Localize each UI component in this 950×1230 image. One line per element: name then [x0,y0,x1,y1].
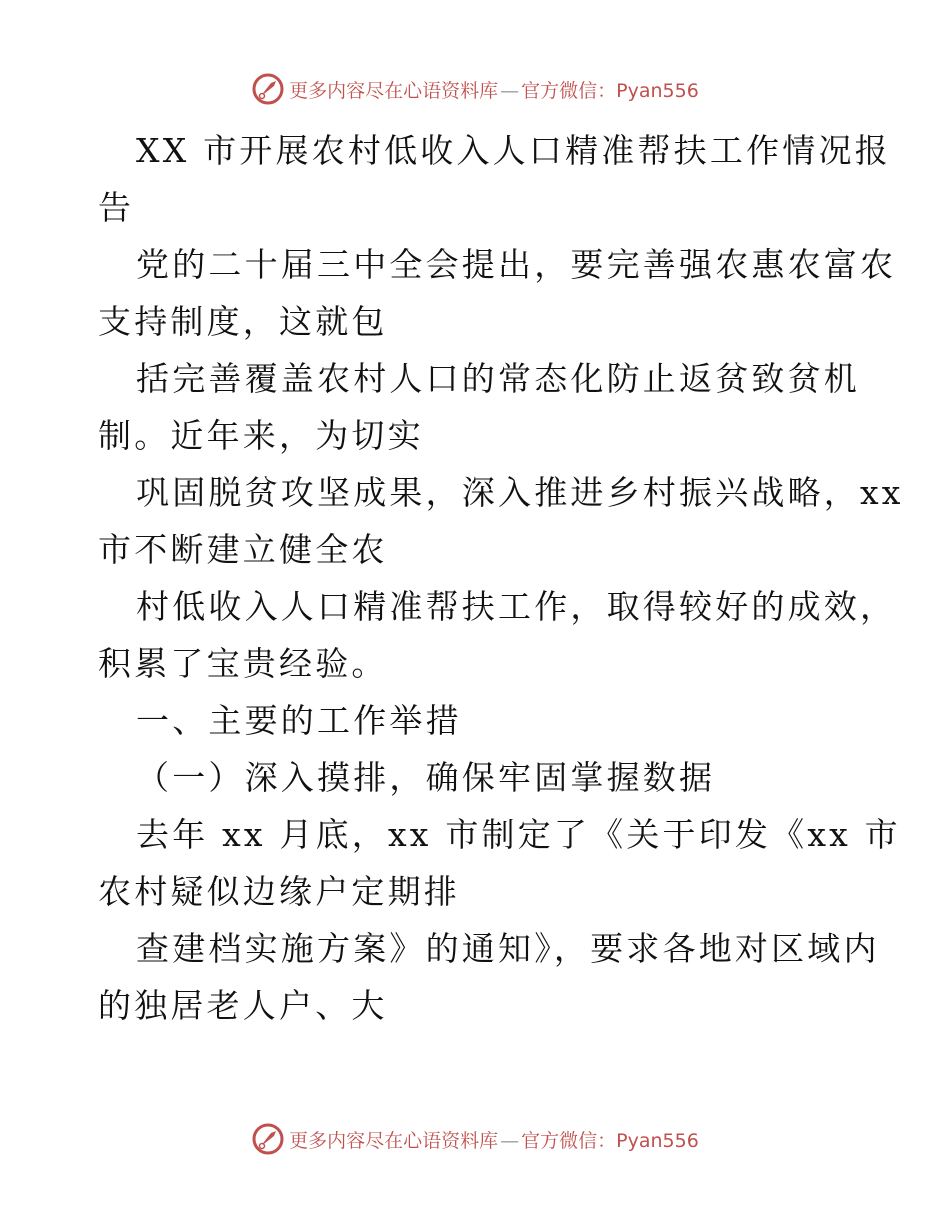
paragraph-line: 去年 xx 月底，xx 市制定了《关于印发《xx 市 [136,815,901,854]
brush-logo-icon [251,1122,285,1156]
document-title-line-2: 告 [98,188,135,227]
paragraph-line: 的独居老人户、大 [98,986,388,1025]
paragraph-line: 积累了宝贵经验。 [98,644,388,683]
paragraph-line: 括完善覆盖农村人口的常态化防止返贫致贫机 [136,359,860,398]
document-body [98,122,904,1034]
section-heading: 一、主要的工作举措 [136,701,462,740]
paragraph-line: 村低收入人口精准帮扶工作，取得较好的成效， [136,587,897,626]
watermark-contact: 官方微信：Pyan556 [521,1129,699,1152]
watermark-brand: 更多内容尽在心语资料库 [289,79,499,102]
watermark-text [289,1126,699,1153]
watermark-separator: — [500,1129,520,1152]
subsection-heading: （一）深入摸排，确保牢固掌握数据 [136,758,716,797]
watermark-header [0,72,950,106]
paragraph-line: 查建档实施方案》的通知》，要求各地对区域内 [136,929,880,968]
watermark-footer [0,1122,950,1156]
brush-logo-icon [251,72,285,106]
paragraph-line: 巩固脱贫攻坚成果，深入推进乡村振兴战略，xx [136,473,904,512]
watermark-contact: 官方微信：Pyan556 [521,79,699,102]
paragraph-line: 市不断建立健全农 [98,530,388,569]
watermark-separator: — [500,79,520,102]
paragraph-line: 农村疑似边缘户定期排 [98,872,460,911]
paragraph-line: 党的二十届三中全会提出，要完善强农惠农富农 [136,245,897,284]
watermark-brand: 更多内容尽在心语资料库 [289,1129,499,1152]
paragraph-line: 支持制度，这就包 [98,302,388,341]
document-title-line-1: XX 市开展农村低收入人口精准帮扶工作情况报 [136,131,891,170]
watermark-text [289,76,699,103]
paragraph-line: 制。近年来，为切实 [98,416,424,455]
